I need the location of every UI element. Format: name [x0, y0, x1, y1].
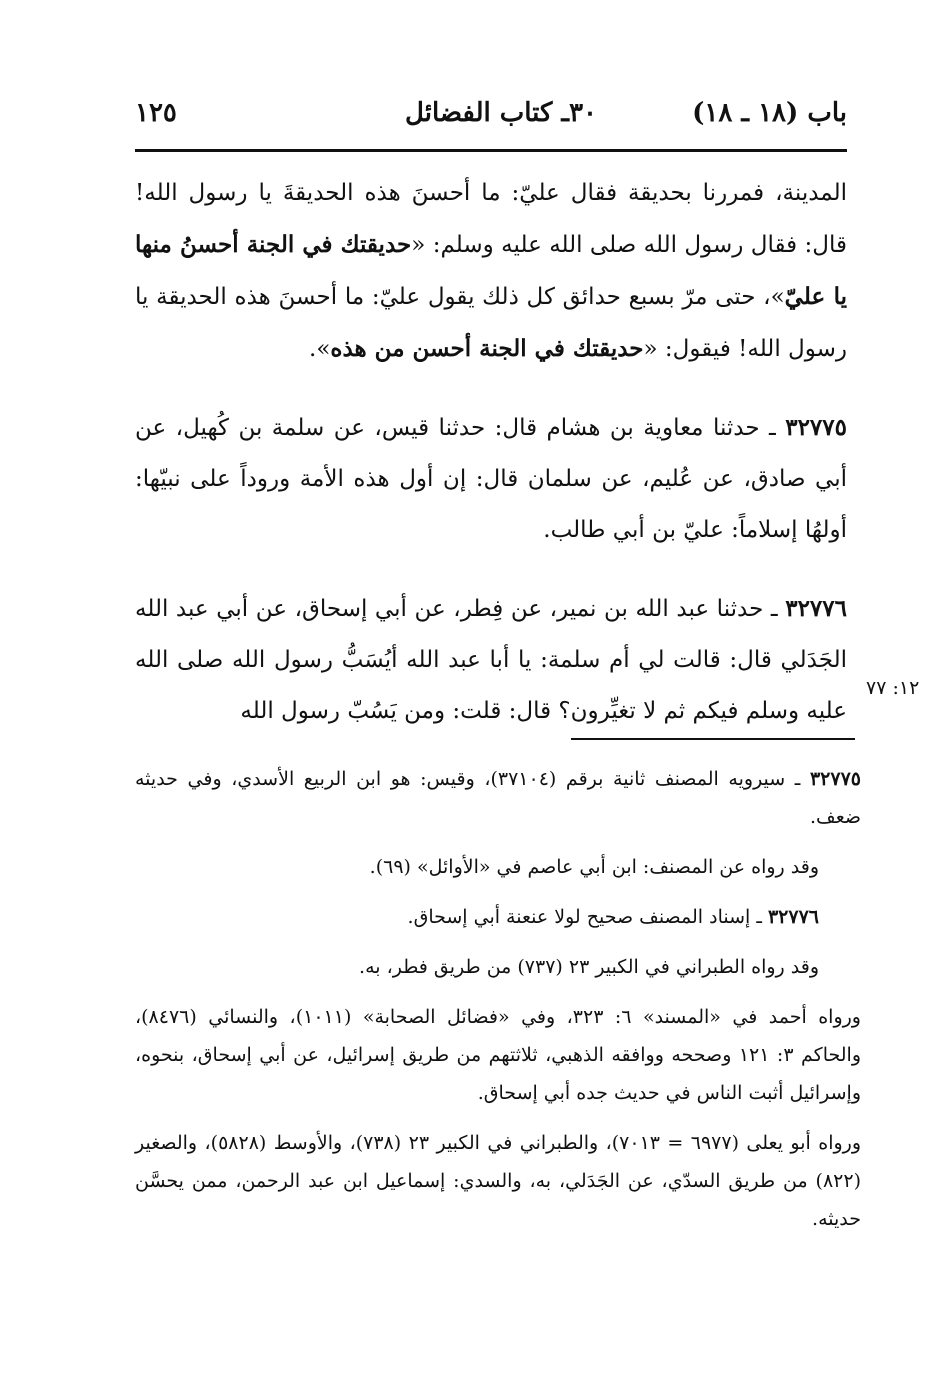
hadith-quote: حديقتك في الجنة أحسنُ منها يا عليّ — [135, 231, 847, 310]
hadith-quote: حديقتك في الجنة أحسن من هذه — [330, 335, 644, 362]
footnote-line: وقد رواه عن المصنف: ابن أبي عاصم في «الأوائل» (٦٩). — [369, 856, 819, 878]
footnotes — [135, 760, 861, 1250]
footnote-32776 — [135, 898, 861, 936]
footnote-line: ورواه أحمد في «المسند» ٦: ٣٢٣، وفي «فضائل الصحابة» (١٠١١)، والنسائي (٨٤٧٦)، والحاكم ٣: ١٢١ وصححه ووافقه الذهبي، ثلاثتهم من طريق إسرائيل، عن أبي إسحاق، بنحوه، وإسرائيل أثبت الناس في حديث جده أبي إسحاق. — [135, 1006, 861, 1104]
footnote-line: وقد رواه الطبراني في الكبير ٢٣ (٧٣٧) من طريق فطر، به. — [359, 956, 819, 978]
hadith-number: ٣٢٧٧٦ — [785, 595, 847, 622]
text-span: ». — [309, 336, 331, 362]
margin-reference: ١٢: ٧٧ — [866, 677, 920, 699]
running-header — [135, 92, 847, 142]
header-rule — [135, 149, 847, 152]
footnote-line: ورواه أبو يعلى (٦٩٧٧ = ٧٠١٣)، والطبراني في الكبير ٢٣ (٧٣٨)، والأوسط (٥٨٢٨)، والصغير (٨٢٢) من طريق السدّي، عن الجَدَلي، به، والسدي: إسماعيل ابن عبد الرحمن، ممن يحسَّن حديثه. — [135, 1132, 862, 1230]
footnote-rule — [571, 738, 855, 740]
footnote-32775 — [135, 760, 861, 836]
footnote-text: ـ سيرويه المصنف ثانية برقم (٣٧١٠٤)، وقيس: هو ابن الربيع الأسدي، وفي حديثه ضعف. — [135, 768, 861, 828]
paragraph-continuation — [135, 168, 847, 375]
book-title: ٣٠ـ كتاب الفضائل — [405, 98, 597, 128]
page-number: ١٢٥ — [135, 98, 177, 128]
footnote-text: ـ إسناد المصنف صحيح لولا عنعنة أبي إسحاق. — [407, 906, 768, 928]
text-span: المدينة، فمررنا بحديقة فقال عليّ: ما أحسنَ هذه الحديقةَ يا رسول الله! قال: فقال رسول الله صلى الله عليه وسلم: « — [135, 180, 847, 258]
hadith-number: ٣٢٧٧٥ — [785, 414, 847, 441]
main-text — [135, 168, 847, 764]
footnote-number: ٣٢٧٧٥ — [809, 768, 861, 790]
hadith-32775 — [135, 402, 847, 556]
hadith-32776 — [135, 583, 847, 737]
hadith-text: ـ حدثنا عبد الله بن نمير، عن فِطر، عن أبي إسحاق، عن أبي عبد الله الجَدَلي قال: قالت لي أم سلمة: يا أبا عبد الله أيُسَبُّ رسول الله صلى الله عليه وسلم فيكم ثم لا تغيِّرون؟ قال: قلت: ومن يَسُبّ رسول الله — [135, 596, 847, 724]
text-span: »، حتى مرّ بسبع حدائق كل ذلك يقول عليّ: ما أحسنَ هذه الحديقة يا رسول الله! فيقول: « — [135, 284, 847, 362]
hadith-text: ـ حدثنا معاوية بن هشام قال: حدثنا قيس، عن سلمة بن كُهيل، عن أبي صادق، عن عُليم، عن سلمان قال: إن أول هذه الأمة وروداً على نبيّها: أولهُا إسلاماً: عليّ بن أبي طالب. — [135, 415, 847, 543]
chapter-heading: باب (١٨ ـ ١٨) — [692, 98, 847, 128]
footnote-number: ٣٢٧٧٦ — [767, 906, 819, 928]
